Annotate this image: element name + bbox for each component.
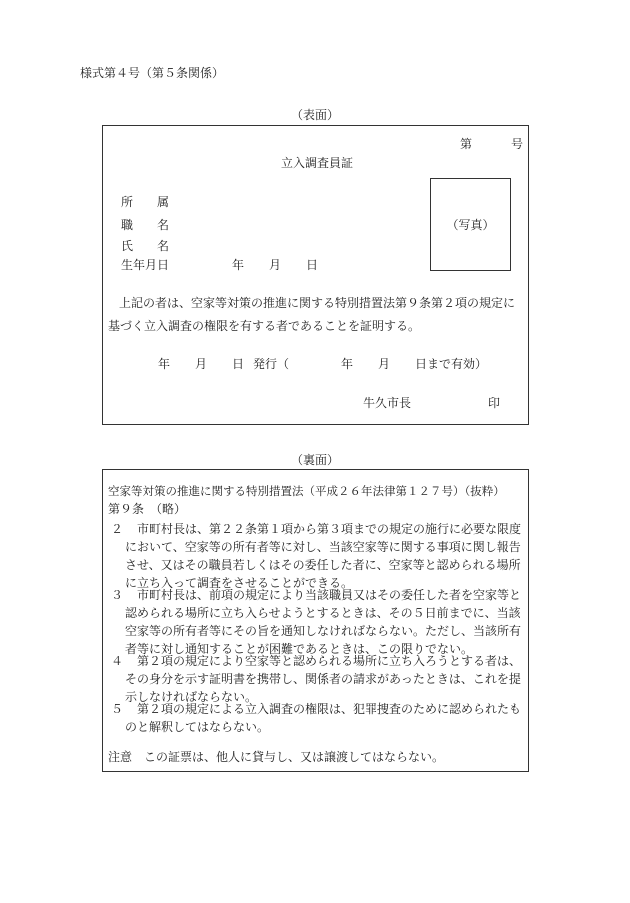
back-card — [102, 469, 529, 772]
number-label-dai: 第 — [460, 137, 473, 151]
photo-label: （写真） — [446, 218, 495, 232]
back-heading: （裏面） — [290, 453, 339, 467]
law-item-text: 第２項の規定により空家等と認められる場所に立ち入ろうとする者は、その身分を示す証明書を携帯し、関係者の請求があったときは、これを提示しなければならない。 — [125, 654, 522, 704]
field-position: 職 名 — [121, 218, 170, 232]
mayor-title: 牛久市長 — [363, 396, 412, 410]
article-9: 第９条 （略） — [108, 502, 187, 516]
law-item-number: ２ — [111, 522, 124, 536]
law-item-number: ５ — [111, 702, 124, 716]
issue-month: 月 — [195, 357, 208, 371]
field-affiliation: 所 属 — [121, 195, 170, 209]
note: 注意 この証票は、他人に貸与し、又は譲渡してはならない。 — [108, 750, 445, 764]
front-heading: （表面） — [290, 108, 339, 122]
law-title: 空家等対策の推進に関する特別措置法（平成２６年法律第１２７号）（抜粋） — [108, 484, 505, 498]
law-item-number: ３ — [111, 588, 124, 602]
field-birthdate: 生年月日 — [121, 258, 170, 272]
certification-line-1: 上記の者は、空家等対策の推進に関する特別措置法第９条第２項の規定に — [119, 296, 516, 310]
issue-day: 日 — [232, 357, 245, 371]
number-label-go: 号 — [511, 137, 524, 151]
birth-year: 年 — [232, 258, 245, 272]
law-item-number: ４ — [111, 654, 124, 668]
issue-year: 年 — [158, 357, 171, 371]
card-title: 立入調査員証 — [281, 156, 354, 170]
valid-until: 日まで有効） — [415, 357, 488, 371]
valid-month: 月 — [378, 357, 391, 371]
law-item-text: 第２項の規定による立入調査の権限は、犯罪捜査のために認められたものと解釈してはならない。 — [125, 702, 522, 734]
valid-year: 年 — [341, 357, 354, 371]
form-number: 様式第４号（第５条関係） — [80, 66, 225, 80]
birth-day: 日 — [306, 258, 319, 272]
law-item-text: 市町村長は、前項の規定により当該職員又はその委任した者を空家等と認められる場所に立ち入らせようとするときは、その５日前までに、当該空家等の所有者等にその旨を通知しなければならない。ただし、当該所有者等に対し通知することが困難であるときは、この限りでない。 — [125, 588, 522, 656]
law-item-text: 市町村長は、第２２条第１項から第３項までの規定の施行に必要な限度において、空家等の所有者等に対し、当該空家等に関する事項に関し報告させ、又はその職員若しくはその委任した者に、空家等と認められる場所に立ち入って調査をさせることができる。 — [125, 522, 522, 590]
certification-line-2: 基づく立入調査の権限を有する者であることを証明する。 — [108, 319, 421, 333]
photo-box — [430, 178, 511, 271]
front-card — [102, 125, 529, 425]
birth-month: 月 — [269, 258, 282, 272]
seal-mark: 印 — [488, 396, 501, 410]
field-name: 氏 名 — [121, 239, 170, 253]
issued-open: 発行（ — [253, 357, 290, 371]
